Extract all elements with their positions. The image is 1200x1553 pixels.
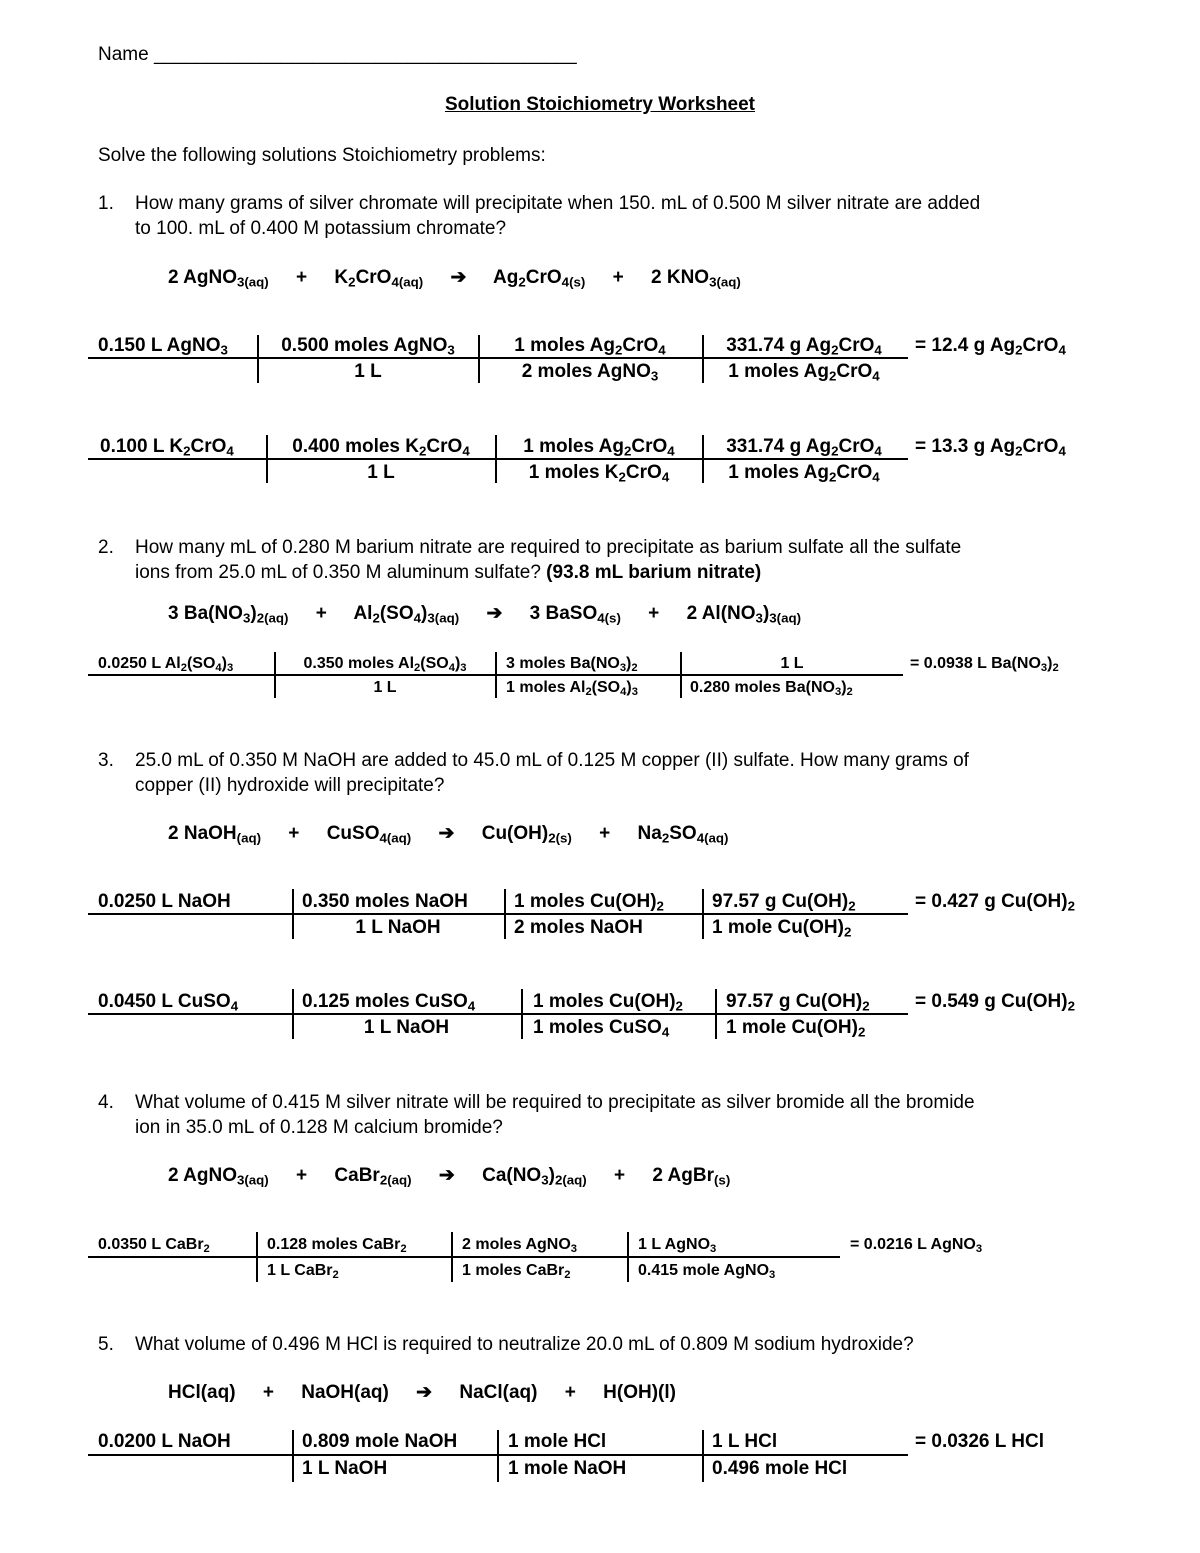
factor-denominator: 0.496 mole HCl (712, 1458, 848, 1479)
factor-start: 0.0200 L NaOH (98, 1431, 231, 1452)
reaction-arrow-icon: ➔ (416, 1382, 433, 1403)
q5-number: 5. (98, 1334, 114, 1355)
divider (702, 1430, 704, 1482)
factor-numerator: 1 moles $Cu(OH)_2$ (533, 991, 683, 1014)
factor-numerator: 2 moles AgNO$_3$ (462, 1236, 577, 1255)
divider (497, 1430, 499, 1482)
factor-start: 0.150 L AgNO$_3$ (98, 335, 228, 358)
page-title: Solution Stoichiometry Worksheet (444, 94, 756, 115)
divider (627, 1232, 629, 1282)
divider (292, 1430, 294, 1482)
result: = 13.3 g $Ag_2CrO_4$ (915, 436, 1066, 459)
factor-numerator: 0.125 moles CuSO$_4$ (302, 991, 476, 1014)
name-blank[interactable]: ________________________________________ (153, 44, 577, 65)
result: = 12.4 g $Ag_2CrO_4$ (915, 335, 1066, 358)
factor-numerator: 331.74 g $Ag_2CrO_4$ (726, 335, 882, 358)
factor-numerator: 0.500 moles AgNO$_3$ (281, 335, 455, 358)
q2-number: 2. (98, 537, 114, 558)
factor-numerator: 0.350 moles $Al_2(SO_4)_3$ (303, 655, 467, 674)
q4-text-line2: ion in 35.0 mL of 0.128 M calcium bromide? (135, 1117, 503, 1138)
factor-denominator: 1 L (373, 679, 397, 696)
divider (702, 889, 704, 939)
factor-denominator: 1 moles $Al_2(SO_4)_3$ (506, 679, 638, 698)
factor-denominator: 1 mole $Cu(OH)_2$ (712, 917, 852, 940)
reaction-arrow-icon: ➔ (438, 823, 455, 844)
q1-text-line2: to 100. mL of 0.400 M potassium chromate? (135, 218, 507, 239)
q4-equation: 2 AgNO$_{3(aq)}$ + CaBr$_{2(aq)}$ ➔ $Ca(NO_3)_{2(aq)} + 2$ AgBr$_{(s)}$ (168, 1165, 731, 1188)
factor-numerator: 1 moles $Ag_2CrO_4$ (514, 335, 666, 358)
factor-denominator: 1 mole NaOH (508, 1458, 627, 1479)
factor-start: 0.0250 L $Al_2(SO_4)_3$ (98, 655, 234, 674)
factor-numerator: 97.57 g $Cu(OH)_2$ (712, 891, 856, 914)
divider (256, 1232, 258, 1282)
result: = 0.0326 L HCl (915, 1431, 1045, 1452)
factor-numerator: 0.128 moles CaBr$_2$ (267, 1236, 407, 1255)
q2-text-line1: How many mL of 0.280 M barium nitrate are required to precipitate as barium sulfate all the sulfate (135, 537, 962, 558)
factor-denominator: 1 L (354, 361, 382, 382)
factor-numerator: 0.350 moles NaOH (302, 891, 468, 912)
name-label-text: Name (98, 44, 149, 65)
factor-denominator: 1 L NaOH (302, 1458, 388, 1479)
factor-start: 0.0250 L NaOH (98, 891, 231, 912)
divider (715, 989, 717, 1039)
name-label (98, 42, 577, 67)
result: = 0.0938 L $Ba(NO_3)_2$ (910, 655, 1059, 674)
factor-numerator: 1 moles $Ag_2CrO_4$ (523, 436, 675, 459)
factor-numerator: 331.74 g $Ag_2CrO_4$ (726, 436, 882, 459)
factor-numerator: 1 mole HCl (508, 1431, 607, 1452)
factor-denominator: 1 moles CuSO$_4$ (533, 1017, 670, 1040)
q1-equation: 2 AgNO$_{3(aq)}$ + $K_2CrO_{4(aq)}$ ➔ $Ag_2CrO_{4(s)} + 2$ $KNO_{3(aq)}$ (168, 267, 741, 290)
factor-denominator: 1 mole $Cu(OH)_2$ (726, 1017, 866, 1040)
divider (451, 1232, 453, 1282)
factor-denominator: 2 moles AgNO$_3$ (521, 361, 659, 384)
divider (495, 652, 497, 698)
factor-numerator: 1 L (780, 655, 804, 672)
factor-denominator: 0.280 moles $Ba(NO_3)_2$ (690, 679, 853, 698)
factor-numerator: 0.400 moles $K_2CrO_4$ (292, 436, 470, 459)
q4-number: 4. (98, 1092, 114, 1113)
factor-denominator: 1 L NaOH (363, 1017, 450, 1038)
factor-numerator: 97.57 g $Cu(OH)_2$ (726, 991, 870, 1014)
factor-numerator: 3 moles $Ba(NO_3)_2$ (506, 655, 638, 674)
q3-equation: 2 NaOH$_{(aq)}$ + CuSO$_{4(aq)}$ ➔ $Cu(OH)_{2(s)} + Na_2SO_{4(aq)}$ (168, 823, 729, 846)
factor-denominator: 1 moles CaBr$_2$ (462, 1262, 571, 1281)
result: = 0.427 g $Cu(OH)_2$ (915, 891, 1075, 914)
q4-text-line1: What volume of 0.415 M silver nitrate will be required to precipitate as silver bromide all the bromide (135, 1092, 975, 1113)
factor-start: 0.0450 L CuSO$_4$ (98, 991, 239, 1014)
q5-text-line1: What volume of 0.496 M HCl is required to neutralize 20.0 mL of 0.809 M sodium hydroxide? (135, 1334, 914, 1355)
result: = 0.0216 L AgNO$_3$ (850, 1236, 983, 1255)
divider (521, 989, 523, 1039)
q2-answer: (93.8 mL barium nitrate) (546, 562, 762, 583)
q2-equation: 3 $Ba(NO_3)_{2(aq)} + Al_2(SO_4)_{3(aq)}$ ➔ 3 BaSO$_{4(s)}$ + 2 $Al(NO_3)_{3(aq)}$ (168, 603, 802, 626)
q1-text-line1: How many grams of silver chromate will precipitate when 150. mL of 0.500 M silver nitrate are added (135, 193, 981, 214)
factor-numerator: 0.809 mole NaOH (302, 1431, 458, 1452)
factor-denominator: 1 moles $Ag_2CrO_4$ (728, 462, 880, 485)
factor-denominator: 2 moles NaOH (514, 917, 643, 938)
result: = 0.549 g $Cu(OH)_2$ (915, 991, 1075, 1014)
reaction-arrow-icon: ➔ (486, 603, 503, 624)
q3-text-line1: 25.0 mL of 0.350 M NaOH are added to 45.0 mL of 0.125 M copper (II) sulfate. How many grams of (135, 750, 969, 771)
factor-numerator: 1 L AgNO$_3$ (638, 1236, 717, 1255)
divider (504, 889, 506, 939)
factor-denominator: 1 L CaBr$_2$ (267, 1262, 339, 1281)
factor-start: 0.0350 L CaBr$_2$ (98, 1236, 210, 1255)
factor-denominator: 1 L NaOH (355, 917, 441, 938)
factor-denominator: 1 moles $Ag_2CrO_4$ (728, 361, 880, 384)
factor-numerator: 1 moles $Cu(OH)_2$ (514, 891, 664, 914)
factor-denominator: 1 moles $K_2CrO_4$ (528, 462, 670, 485)
q2-text-line2: ions from 25.0 mL of 0.350 M aluminum sulfate? (93.8 mL barium nitrate) (135, 562, 762, 583)
q3-text-line2: copper (II) hydroxide will precipitate? (135, 775, 445, 796)
q5-equation: HCl(aq) + NaOH(aq) ➔ NaCl(aq) + H(OH)(l) (168, 1382, 676, 1403)
q1-number: 1. (98, 193, 114, 214)
q3-number: 3. (98, 750, 114, 771)
reaction-arrow-icon: ➔ (438, 1165, 455, 1186)
factor-numerator: 1 L HCl (712, 1431, 778, 1452)
reaction-arrow-icon: ➔ (450, 267, 467, 288)
instructions: Solve the following solutions Stoichiometry problems: (98, 145, 546, 166)
factor-start: 0.100 L $K_2CrO_4$ (100, 436, 234, 459)
factor-denominator: 1 L (367, 462, 395, 483)
factor-denominator: 0.415 mole AgNO$_3$ (638, 1262, 776, 1281)
